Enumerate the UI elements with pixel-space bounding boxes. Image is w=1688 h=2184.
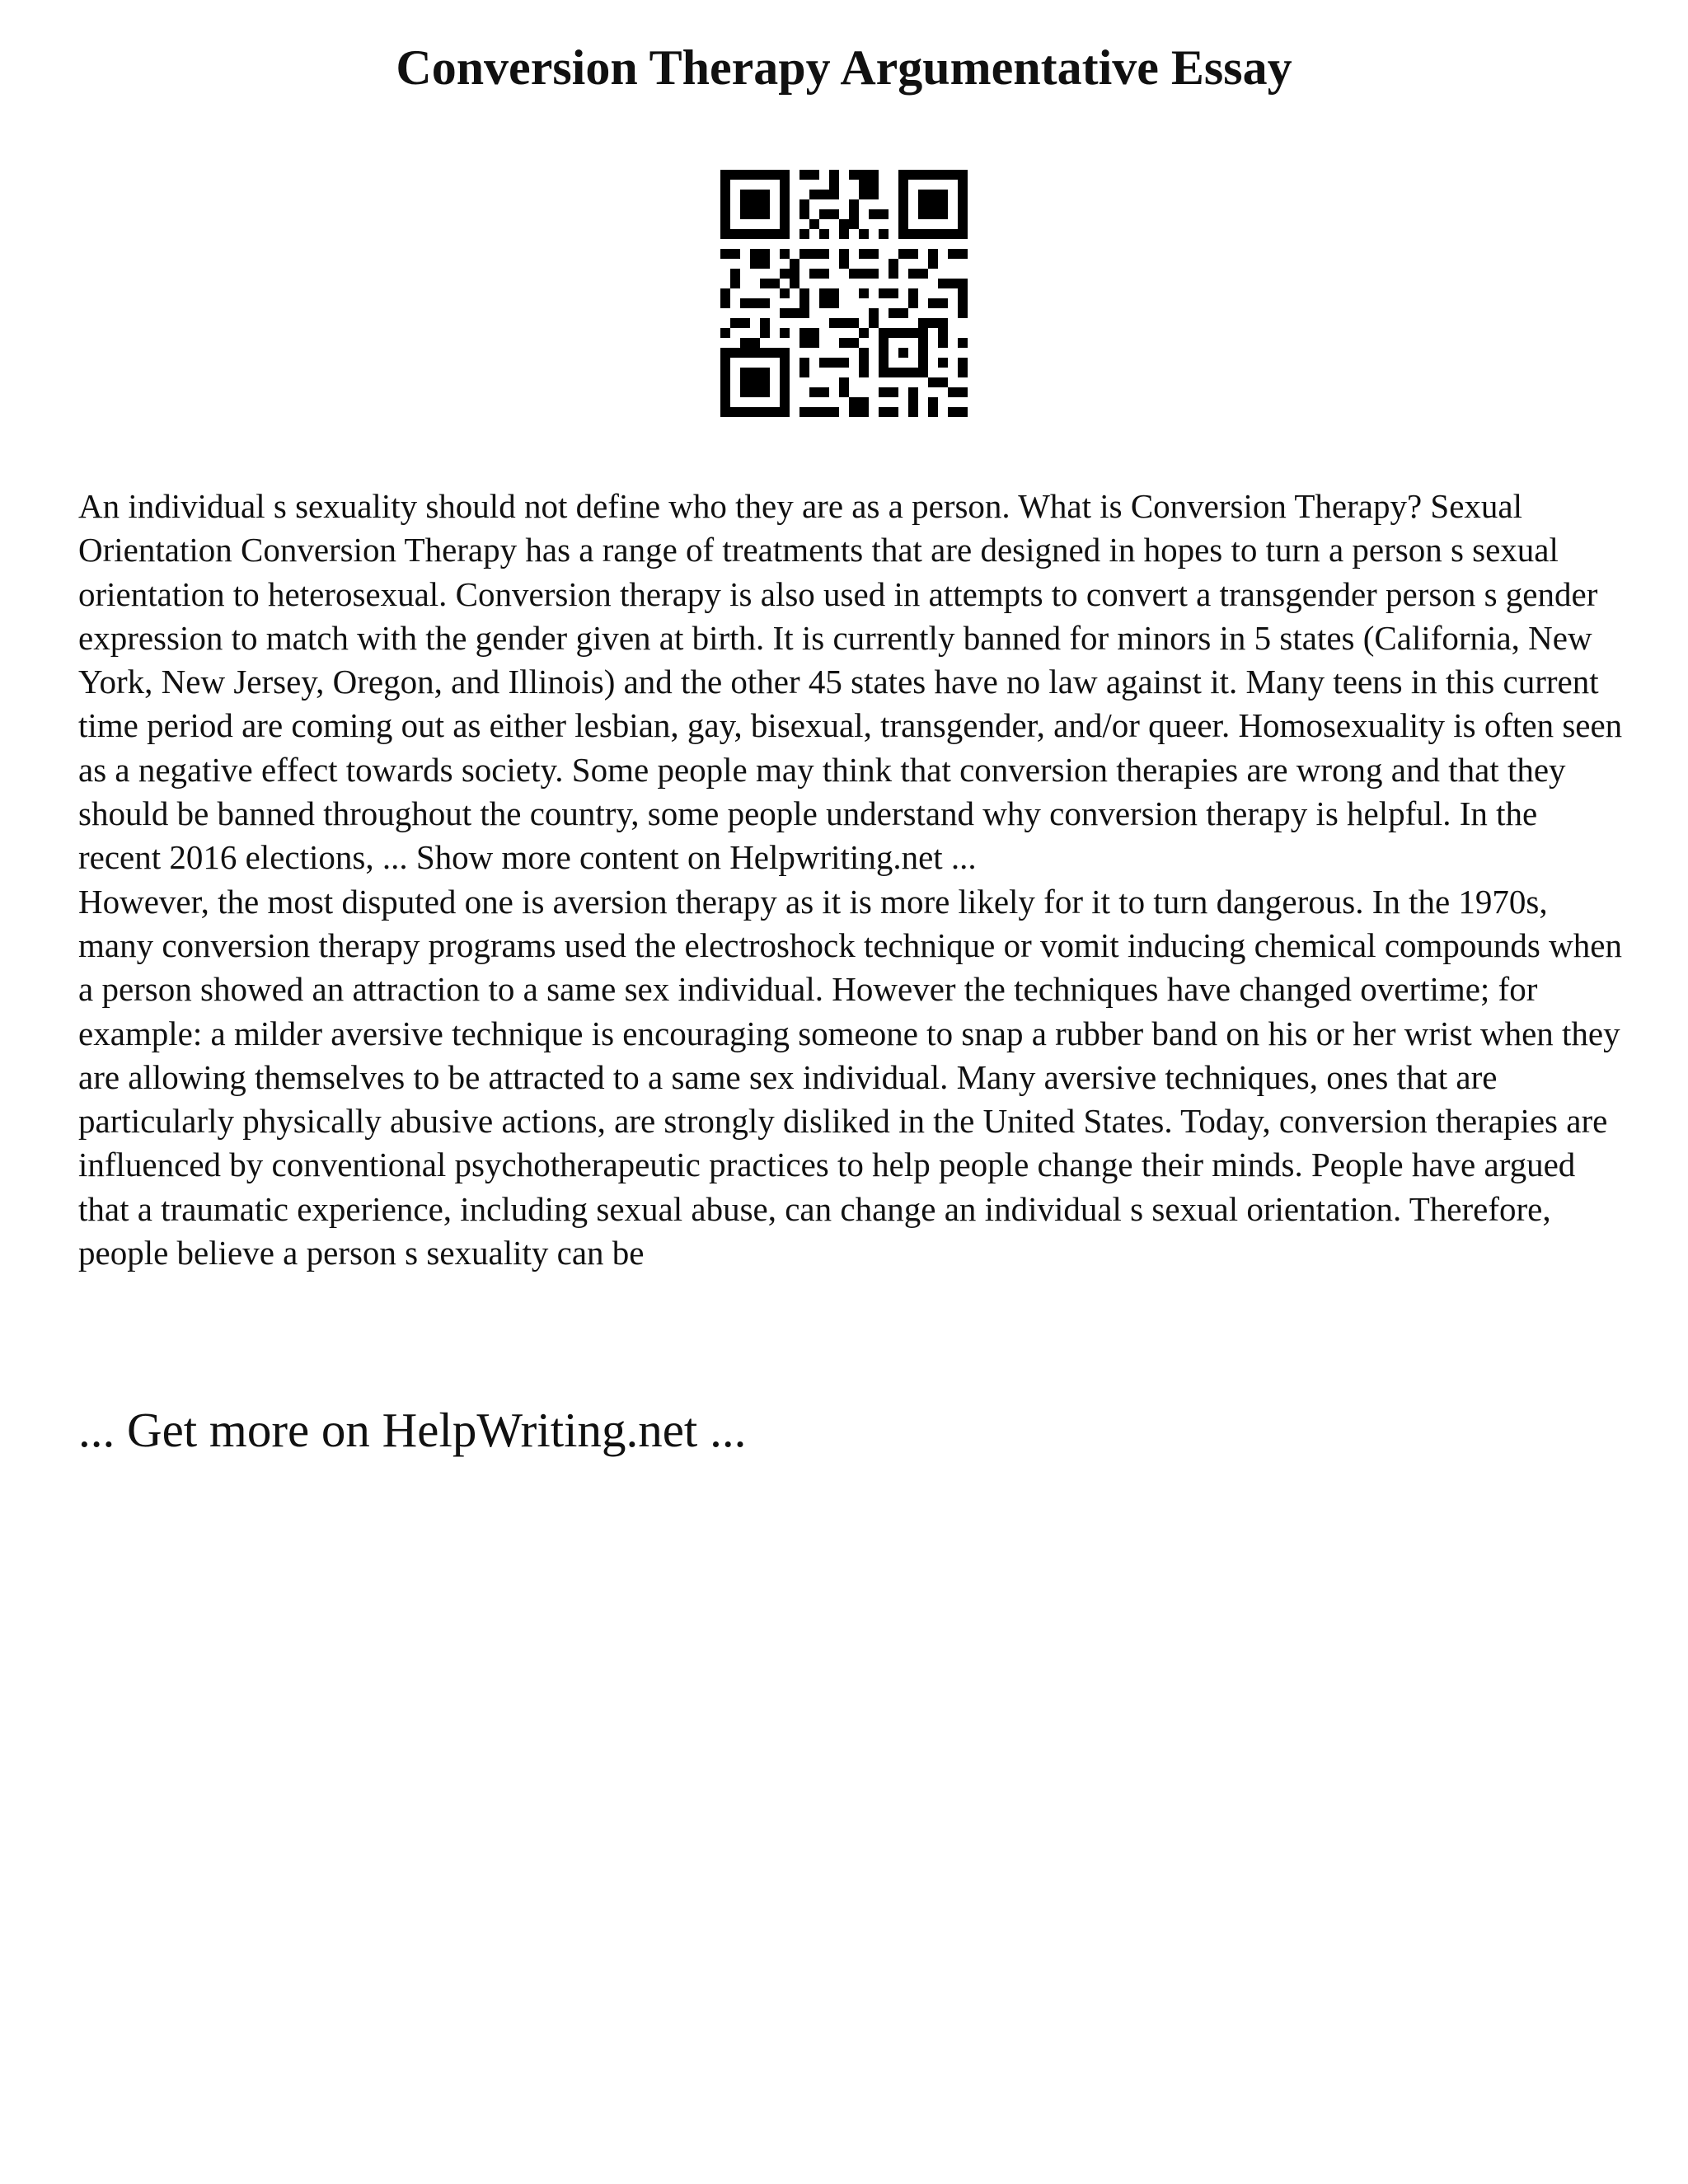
essay-paragraph-1: An individual s sexuality should not define who they are as a person. What is Conversion Therapy? Sexual Orientation Conversion Therapy has a range of treatments that are designed in hopes to turn a person s sexual orientation to heterosexual. Conversion therapy is also used in attempts to convert a transgender person s gender expression to match with the gender given at birth. It is currently banned for minors in 5 states (California, New York, New Jersey, Oregon, and Illinois) and the other 45 states have no law against it. Many teens in this current time period are coming out as either lesbian, gay, bisexual, transgender, and/or queer. Homosexuality is often seen as a negative effect towards society. Some people may think that conversion therapies are wrong and that they should be banned throughout the country, some people understand why conversion therapy is helpful. In the recent 2016 elections, ... Show more content on Helpwriting.net ... [78,487,1623,877]
get-more-link[interactable]: ... Get more on HelpWriting.net ... [78,1403,747,1457]
document-title: Conversion Therapy Argumentative Essay [396,40,1292,95]
essay-body [78,485,1628,1275]
qr-code-icon [720,170,968,417]
essay-paragraph-2: However, the most disputed one is aversion therapy as it is more likely for it to turn dangerous. In the 1970s, many conversion therapy programs used the electroshock technique or vomit inducing chemical compounds when a person showed an attraction to a same sex individual. However the techniques have changed overtime; for example: a milder aversive technique is encouraging someone to snap a rubber band on his or her wrist when they are allowing themselves to be attracted to a same sex individual. Many aversive techniques, ones that are particularly physically abusive actions, are strongly disliked in the United States. Today, conversion therapies are influenced by conventional psychotherapeutic practices to help people change their minds. People have argued that a traumatic experience, including sexual abuse, can change an individual s sexual orientation. Therefore, people believe a person s sexuality can be [78,882,1622,1272]
